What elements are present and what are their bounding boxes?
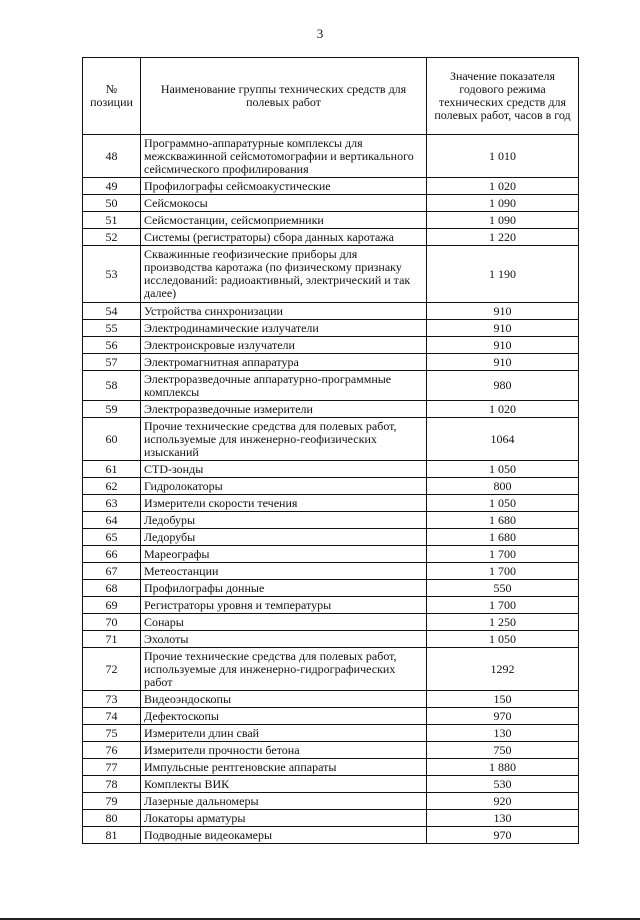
row-value: 970 (427, 708, 579, 725)
table-row (83, 614, 579, 631)
row-value: 150 (427, 691, 579, 708)
row-name: Сонары (141, 614, 427, 631)
row-name: Электроискровые излучатели (141, 337, 427, 354)
row-value: 1 680 (427, 529, 579, 546)
row-value: 1 220 (427, 229, 579, 246)
row-number: 61 (83, 461, 141, 478)
table-row (83, 495, 579, 512)
row-value: 750 (427, 742, 579, 759)
table-row (83, 178, 579, 195)
row-value: 1 680 (427, 512, 579, 529)
row-name: Прочие технические средства для полевых работ, используемые для инженерно-геофизических изысканий (141, 418, 427, 461)
row-number: 76 (83, 742, 141, 759)
row-number: 81 (83, 827, 141, 844)
table-row (83, 529, 579, 546)
row-number: 62 (83, 478, 141, 495)
row-name: Мареографы (141, 546, 427, 563)
table-row (83, 195, 579, 212)
row-value: 530 (427, 776, 579, 793)
page-number: 3 (316, 26, 324, 41)
row-value: 1 020 (427, 178, 579, 195)
table-row (83, 759, 579, 776)
row-value: 1 050 (427, 631, 579, 648)
row-value: 1 090 (427, 212, 579, 229)
row-name: Локаторы арматуры (141, 810, 427, 827)
table-row (83, 401, 579, 418)
table-row (83, 371, 579, 401)
row-value: 1 250 (427, 614, 579, 631)
row-number: 73 (83, 691, 141, 708)
row-name: Электродинамические излучатели (141, 320, 427, 337)
row-number: 50 (83, 195, 141, 212)
row-name: Ледорубы (141, 529, 427, 546)
row-value: 910 (427, 303, 579, 320)
row-number: 74 (83, 708, 141, 725)
row-name: Лазерные дальномеры (141, 793, 427, 810)
row-value: 910 (427, 354, 579, 371)
row-name: Программно-аппаратурные комплексы для межскважинной сейсмотомографии и вертикального сейсмического профилирования (141, 135, 427, 178)
row-number: 57 (83, 354, 141, 371)
row-number: 64 (83, 512, 141, 529)
row-value: 1 880 (427, 759, 579, 776)
row-number: 72 (83, 648, 141, 691)
table-row (83, 563, 579, 580)
row-name: Профилографы сейсмоакустические (141, 178, 427, 195)
row-name: Скважинные геофизические приборы для производства каротажа (по физическому признаку исследований: радиоактивный, электрический и так далее) (141, 246, 427, 303)
row-number: 65 (83, 529, 141, 546)
row-value: 1 090 (427, 195, 579, 212)
row-name: Измерители скорости течения (141, 495, 427, 512)
row-value: 1 010 (427, 135, 579, 178)
row-name: Электроразведочные измерители (141, 401, 427, 418)
row-name: Комплекты ВИК (141, 776, 427, 793)
row-value: 1 050 (427, 495, 579, 512)
row-name: Импульсные рентгеновские аппараты (141, 759, 427, 776)
table-row (83, 246, 579, 303)
row-number: 80 (83, 810, 141, 827)
table-row (83, 418, 579, 461)
row-number: 52 (83, 229, 141, 246)
row-number: 75 (83, 725, 141, 742)
row-name: Системы (регистраторы) сбора данных каротажа (141, 229, 427, 246)
row-name: Видеоэндоскопы (141, 691, 427, 708)
table-row (83, 827, 579, 844)
header-position-number: № позиции (83, 58, 141, 135)
row-value: 920 (427, 793, 579, 810)
row-value: 1 700 (427, 563, 579, 580)
row-number: 59 (83, 401, 141, 418)
row-name: Сейсмостанции, сейсмоприемники (141, 212, 427, 229)
row-number: 53 (83, 246, 141, 303)
row-number: 70 (83, 614, 141, 631)
row-value: 1 700 (427, 546, 579, 563)
row-name: Электромагнитная аппаратура (141, 354, 427, 371)
row-name: Электроразведочные аппаратурно-программные комплексы (141, 371, 427, 401)
table-row (83, 793, 579, 810)
table-row (83, 135, 579, 178)
table-row (83, 337, 579, 354)
row-name: Профилографы донные (141, 580, 427, 597)
row-number: 58 (83, 371, 141, 401)
row-number: 51 (83, 212, 141, 229)
row-value: 550 (427, 580, 579, 597)
table-row (83, 742, 579, 759)
table-row (83, 512, 579, 529)
row-number: 79 (83, 793, 141, 810)
row-number: 68 (83, 580, 141, 597)
table-row (83, 354, 579, 371)
row-value: 910 (427, 320, 579, 337)
row-name: Эхолоты (141, 631, 427, 648)
table-row (83, 320, 579, 337)
row-value: 1 190 (427, 246, 579, 303)
row-name: Сейсмокосы (141, 195, 427, 212)
row-name: Устройства синхронизации (141, 303, 427, 320)
row-value: 970 (427, 827, 579, 844)
row-number: 49 (83, 178, 141, 195)
row-number: 63 (83, 495, 141, 512)
row-value: 1292 (427, 648, 579, 691)
row-value: 1 700 (427, 597, 579, 614)
table-row (83, 648, 579, 691)
row-number: 55 (83, 320, 141, 337)
row-number: 60 (83, 418, 141, 461)
row-number: 66 (83, 546, 141, 563)
table-row (83, 776, 579, 793)
table-row (83, 461, 579, 478)
row-name: Измерители длин свай (141, 725, 427, 742)
row-name: Ледобуры (141, 512, 427, 529)
row-number: 67 (83, 563, 141, 580)
table-row (83, 546, 579, 563)
row-name: Гидролокаторы (141, 478, 427, 495)
row-number: 56 (83, 337, 141, 354)
row-number: 71 (83, 631, 141, 648)
table-row (83, 810, 579, 827)
row-name: Измерители прочности бетона (141, 742, 427, 759)
row-number: 69 (83, 597, 141, 614)
table-row (83, 303, 579, 320)
table-row (83, 691, 579, 708)
row-name: Прочие технические средства для полевых работ, используемые для инженерно-гидрографических работ (141, 648, 427, 691)
table-header-row (83, 58, 579, 135)
header-annual-hours: Значение показателя годового режима технических средств для полевых работ, часов в год (427, 58, 579, 135)
table-row (83, 631, 579, 648)
row-name: Регистраторы уровня и температуры (141, 597, 427, 614)
table-row (83, 229, 579, 246)
table-row (83, 708, 579, 725)
row-name: Метеостанции (141, 563, 427, 580)
row-number: 78 (83, 776, 141, 793)
row-value: 130 (427, 810, 579, 827)
header-group-name: Наименование группы технических средств для полевых работ (141, 58, 427, 135)
table-row (83, 597, 579, 614)
row-value: 800 (427, 478, 579, 495)
table-row (83, 580, 579, 597)
equipment-table (82, 57, 579, 844)
row-value: 130 (427, 725, 579, 742)
row-value: 980 (427, 371, 579, 401)
row-number: 54 (83, 303, 141, 320)
row-number: 48 (83, 135, 141, 178)
row-value: 910 (427, 337, 579, 354)
row-value: 1 050 (427, 461, 579, 478)
row-name: Дефектоскопы (141, 708, 427, 725)
row-value: 1 020 (427, 401, 579, 418)
row-value: 1064 (427, 418, 579, 461)
row-number: 77 (83, 759, 141, 776)
table-row (83, 725, 579, 742)
row-name: CTD-зонды (141, 461, 427, 478)
table-row (83, 212, 579, 229)
table-row (83, 478, 579, 495)
row-name: Подводные видеокамеры (141, 827, 427, 844)
